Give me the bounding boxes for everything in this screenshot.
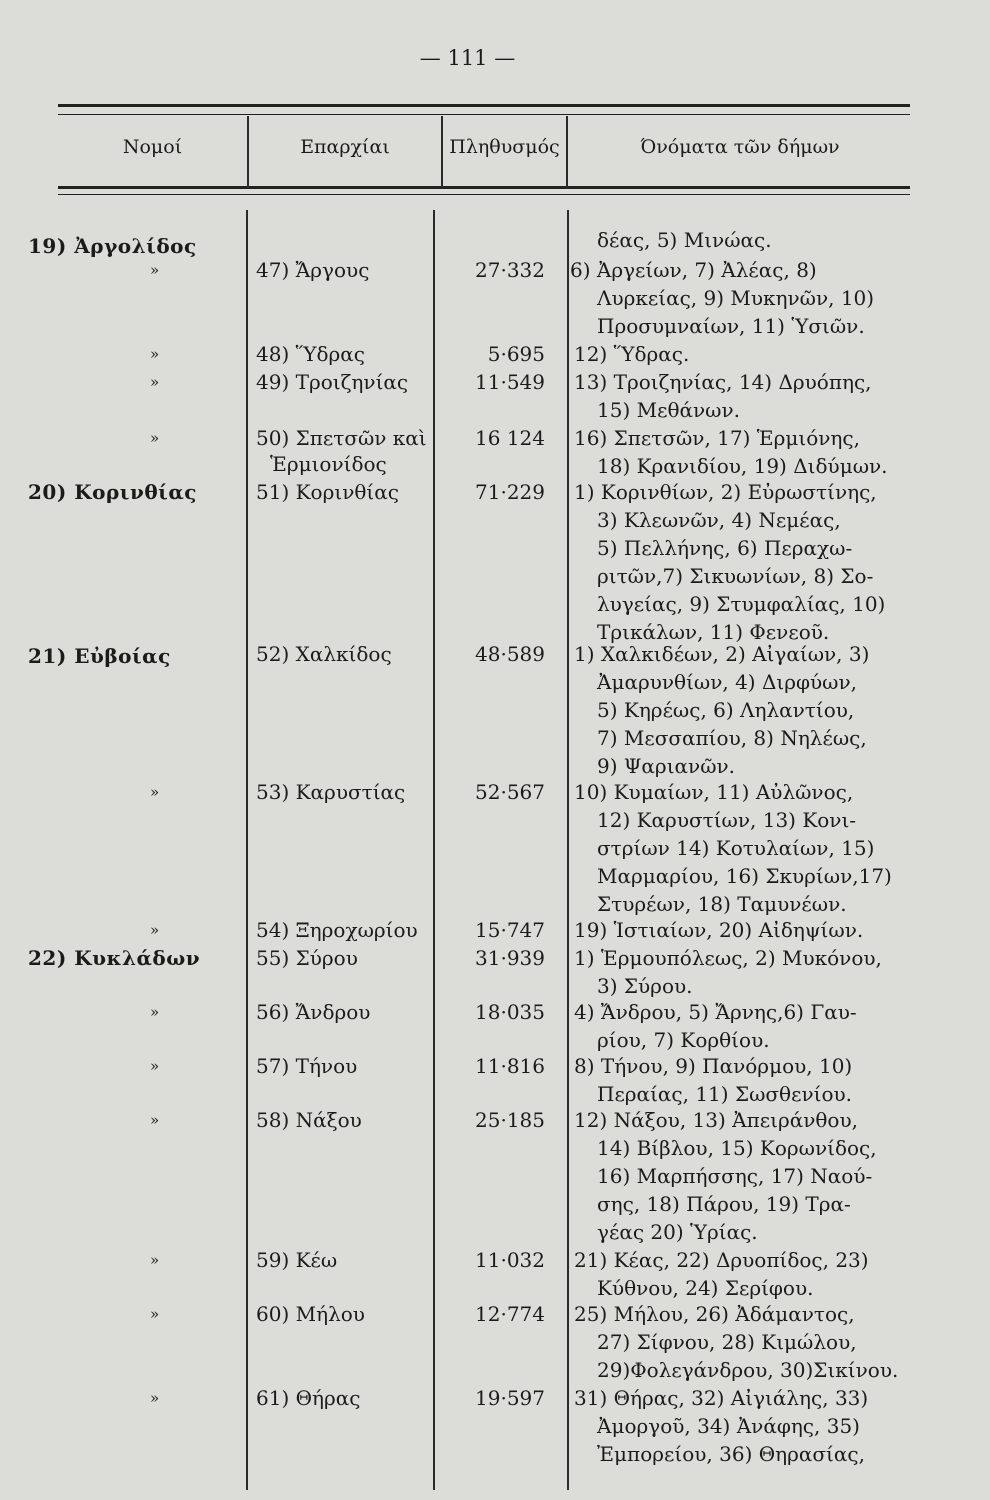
demos-line: 3) Σύρου. (597, 974, 693, 998)
population-value: 11·549 (475, 370, 545, 394)
demos-line: Ἐμπορείου, 36) Θηρασίας, (597, 1442, 865, 1466)
eparchia-label: 56) Ἄνδρου (256, 1000, 371, 1024)
population-value: 18·035 (475, 1000, 545, 1024)
demos-line: Προσυμναίων, 11) Ὑσιῶν. (597, 314, 865, 338)
demos-line: 5) Πελλήνης, 6) Περαχω- (597, 536, 853, 560)
population-value: 15·747 (475, 918, 545, 942)
eparchia-label: 61) Θήρας (256, 1386, 361, 1410)
population-value: 27·332 (475, 258, 545, 282)
eparchia-label: 53) Καρυστίας (256, 780, 406, 804)
population-value: 11·032 (475, 1248, 545, 1272)
demos-line: 12) Καρυστίων, 13) Κονι- (597, 808, 857, 832)
demos-line: 21) Κέας, 22) Δρυοπίδος, 23) (574, 1248, 869, 1272)
demos-line: 12) Ὕδρας. (574, 342, 690, 366)
demos-line: 25) Μήλου, 26) Ἀδάμαντος, (574, 1302, 855, 1326)
population-value: 71·229 (475, 480, 545, 504)
demos-line: στρίων 14) Κοτυλαίων, 15) (597, 836, 875, 860)
top-rule-thin (58, 114, 910, 115)
demos-line: γέας 20) Ὑρίας. (597, 1220, 758, 1244)
eparchia-label-cont: Ἑρμιονίδος (270, 452, 387, 476)
ditto-mark: » (150, 345, 160, 363)
demos-line: Τρικάλων, 11) Φενεοῦ. (597, 620, 830, 644)
population-value: 11·816 (475, 1054, 545, 1078)
ditto-mark: » (150, 373, 160, 391)
demos-line: 29)Φολεγάνδρου, 30)Σικίνου. (597, 1358, 899, 1382)
demos-line: 1) Ἑρμουπόλεως, 2) Μυκόνου, (574, 946, 882, 970)
demos-line: 16) Σπετσῶν, 17) Ἑρμιόνης, (574, 426, 860, 450)
eparchia-label: 59) Κέω (256, 1248, 338, 1272)
nomos-label: 20) Κορινθίας (28, 480, 197, 504)
demos-line: Ἀμοργοῦ, 34) Ἀνάφης, 35) (597, 1414, 860, 1438)
top-rule-thick (58, 104, 910, 107)
header-bottom-rule-thin (58, 194, 910, 195)
eparchia-label: 48) Ὕδρας (256, 342, 365, 366)
population-value: 25·185 (475, 1108, 545, 1132)
eparchia-label: 52) Χαλκίδος (256, 642, 392, 666)
demos-line: Στυρέων, 18) Ταμυνέων. (597, 892, 847, 916)
eparchia-label: 57) Τήνου (256, 1054, 358, 1078)
demos-line: 1) Χαλκιδέων, 2) Αἰγαίων, 3) (574, 642, 870, 666)
demos-line: 15) Μεθάνων. (597, 398, 740, 422)
header-nomoi: Νομοί (122, 136, 183, 158)
demos-line: 14) Βίβλου, 15) Κορωνίδος, (597, 1136, 877, 1160)
eparchia-label: 55) Σύρου (256, 946, 358, 970)
demos-line: 19) Ἱστιαίων, 20) Αἰδηψίων. (574, 918, 864, 942)
demos-line: 6) Ἀργείων, 7) Ἀλέας, 8) (570, 258, 817, 282)
demos-line: Μαρμαρίου, 16) Σκυρίων,17) (597, 864, 892, 888)
population-value: 31·939 (475, 946, 545, 970)
ditto-mark: » (150, 1305, 160, 1323)
ditto-mark: » (150, 783, 160, 801)
population-value: 12·774 (475, 1302, 545, 1326)
ditto-mark: » (150, 261, 160, 279)
ditto-mark: » (150, 1251, 160, 1269)
population-value: 5·695 (487, 342, 545, 366)
demos-line: 31) Θήρας, 32) Αἰγιάλης, 33) (574, 1386, 869, 1410)
demos-line: λυγείας, 9) Στυμφαλίας, 10) (597, 592, 886, 616)
header-eparchiai: Επαρχίαι (300, 136, 390, 158)
column-divider-3-body (567, 210, 569, 1490)
header-bottom-rule-thick (58, 186, 910, 189)
eparchia-label: 58) Νάξου (256, 1108, 362, 1132)
demos-line: 4) Ἄνδρου, 5) Ἄρνης,6) Γαυ- (574, 1000, 857, 1024)
demos-line: 1) Κορινθίων, 2) Εὐρωστίνης, (574, 480, 877, 504)
ditto-mark: » (150, 1057, 160, 1075)
column-divider-1-body (246, 210, 248, 1490)
demos-line: Περαίας, 11) Σωσθενίου. (597, 1082, 852, 1106)
demos-line: Λυρκείας, 9) Μυκηνῶν, 10) (597, 286, 875, 310)
ditto-mark: » (150, 1389, 160, 1407)
eparchia-label: 49) Τροιζηνίας (256, 370, 409, 394)
column-divider-3 (566, 116, 568, 188)
demos-line: 8) Τήνου, 9) Πανόρμου, 10) (574, 1054, 853, 1078)
header-plithysmos: Πληθυσμός (449, 136, 560, 158)
demos-line: 7) Μεσσαπίου, 8) Νηλέως, (597, 726, 867, 750)
demos-line: 9) Ψαριανῶν. (597, 754, 736, 778)
population-value: 52·567 (475, 780, 545, 804)
ditto-mark: » (150, 1003, 160, 1021)
demos-line: 5) Κηρέως, 6) Ληλαντίου, (597, 698, 855, 722)
demos-line: 27) Σίφνου, 28) Κιμώλου, (597, 1330, 857, 1354)
demos-line: Κύθνου, 24) Σερίφου. (597, 1276, 814, 1300)
demos-line: ρίου, 7) Κορθίου. (597, 1028, 770, 1052)
demos-line: 18) Κρανιδίου, 19) Διδύμων. (597, 454, 888, 478)
demos-line: δέας, 5) Μινώας. (597, 228, 772, 252)
demos-line: 12) Νάξου, 13) Ἀπειράνθου, (574, 1108, 858, 1132)
eparchia-label: 60) Μήλου (256, 1302, 365, 1326)
nomos-label: 19) Ἀργολίδος (28, 234, 197, 258)
eparchia-label: 47) Ἄργους (256, 258, 370, 282)
population-value: 48·589 (475, 642, 545, 666)
ditto-mark: » (150, 1111, 160, 1129)
eparchia-label: 54) Ξηροχωρίου (256, 918, 418, 942)
nomos-label: 21) Εὐβοίας (28, 644, 171, 668)
demos-line: 3) Κλεωνῶν, 4) Νεμέας, (597, 508, 841, 532)
population-value: 16 124 (475, 426, 545, 450)
header-onomata-dimon: Όνόματα τῶν δήμων (640, 136, 840, 158)
eparchia-label: 51) Κορινθίας (256, 480, 399, 504)
demos-line: 16) Μαρπήσσης, 17) Ναού- (597, 1164, 873, 1188)
column-divider-2-body (433, 210, 435, 1490)
column-divider-1 (247, 116, 249, 188)
page-number: — 111 — (419, 46, 516, 70)
ditto-mark: » (150, 429, 160, 447)
nomos-label: 22) Κυκλάδων (28, 946, 201, 970)
eparchia-label: 50) Σπετσῶν καὶ (256, 426, 427, 450)
demos-line: ριτῶν,7) Σικυωνίων, 8) Σο- (597, 564, 874, 588)
demos-line: 13) Τροιζηνίας, 14) Δρυόπης, (574, 370, 872, 394)
ditto-mark: » (150, 921, 160, 939)
demos-line: 10) Κυμαίων, 11) Αὐλῶνος, (574, 780, 854, 804)
demos-line: Ἀμαρυνθίων, 4) Διρφύων, (597, 670, 857, 694)
demos-line: σης, 18) Πάρου, 19) Τρα- (597, 1192, 851, 1216)
population-value: 19·597 (475, 1386, 545, 1410)
